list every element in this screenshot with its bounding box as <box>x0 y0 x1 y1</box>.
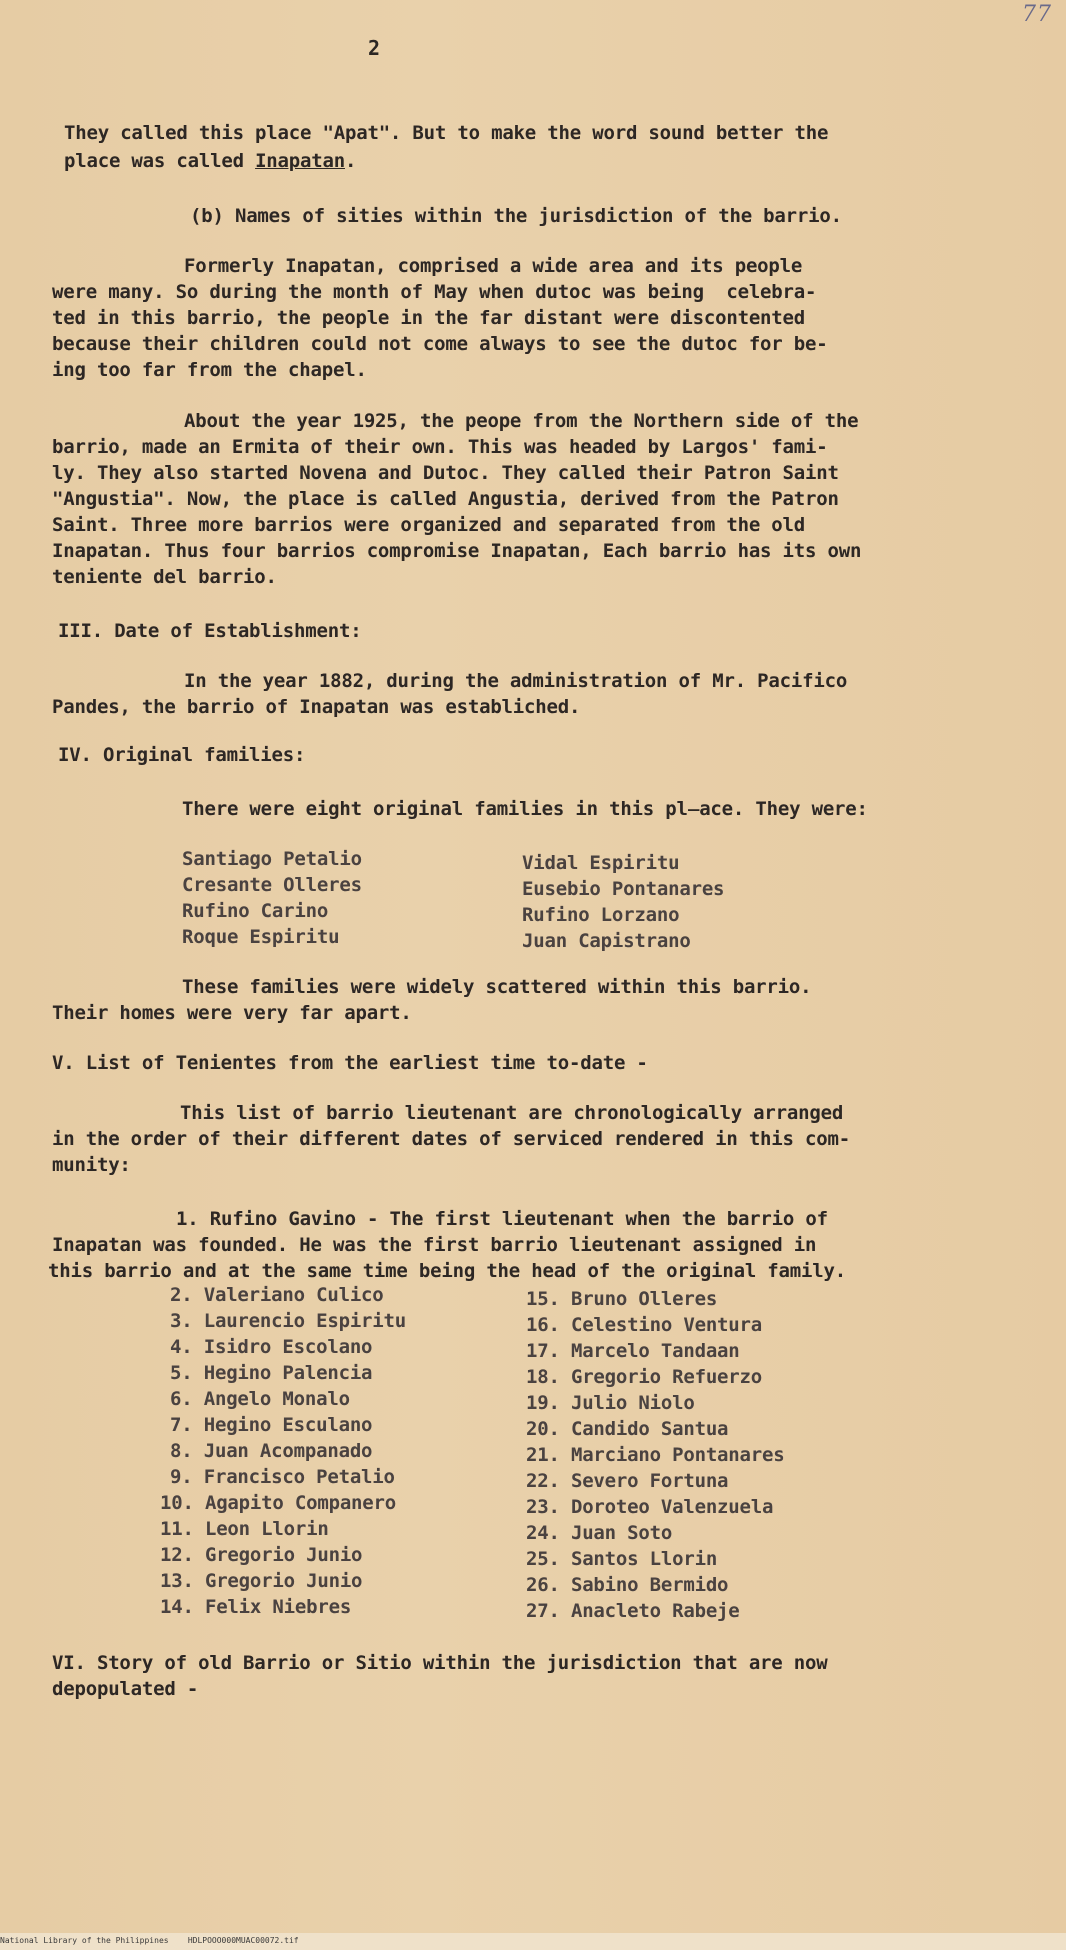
teniente-list-item: 22. Severo Fortuna <box>526 1470 729 1492</box>
family-name: Santiago Petalio <box>182 848 362 870</box>
teniente-list-item: 11. Leon Llorin <box>160 1518 329 1540</box>
teniente-list-item: 26. Sabino Bermido <box>526 1574 729 1596</box>
teniente-first-entry-line: this barrio and at the same time being the head of the original family. <box>48 1260 846 1282</box>
section-iii-line: Pandes, the barrio of Inapatan was establiched. <box>52 696 581 718</box>
section-b-para2-line: About the year 1925, the peope from the Northern side of the <box>184 410 859 432</box>
intro-line-2 <box>64 150 356 172</box>
teniente-list-item: 20. Candido Santua <box>526 1418 729 1440</box>
family-name: Rufino Lorzano <box>522 904 680 926</box>
teniente-list-item: 4. Isidro Escolano <box>170 1336 373 1358</box>
intro-line-2-suffix: . <box>344 150 357 172</box>
section-b-para2-line: barrio, made an Ermita of their own. This was headed by Largos' fami- <box>52 436 828 458</box>
handwritten-page-number: 77 <box>1022 2 1052 27</box>
family-name: Vidal Espiritu <box>522 852 680 874</box>
teniente-list-item: 24. Juan Soto <box>526 1522 673 1544</box>
teniente-list-item: 5. Hegino Palencia <box>170 1362 373 1384</box>
family-name: Rufino Carino <box>182 900 329 922</box>
section-vi-heading-line: VI. Story of old Barrio or Sitio within the jurisdiction that are now <box>52 1652 828 1674</box>
teniente-list-item: 13. Gregorio Junio <box>160 1570 363 1592</box>
section-iii-line: In the year 1882, during the administration of Mr. Pacifico <box>184 670 848 692</box>
section-b-para1-line: were many. So during the month of May when dutoc was being celebra- <box>52 281 817 303</box>
teniente-list-item: 16. Celestino Ventura <box>526 1314 763 1336</box>
section-b-para1-line: Formerly Inapatan, comprised a wide area and its people <box>184 255 803 277</box>
teniente-list-item: 21. Marciano Pontanares <box>526 1444 785 1466</box>
section-b-para1-line: because their children could not come always to see the dutoc for be- <box>52 333 828 355</box>
section-iii-heading: III. Date of Establishment: <box>58 620 362 642</box>
section-b-heading: (b) Names of sities within the jurisdiction of the barrio. <box>190 205 842 227</box>
teniente-list-item: 7. Hegino Esculano <box>170 1414 373 1436</box>
teniente-list-item: 8. Juan Acompanado <box>170 1440 373 1462</box>
section-b-para2-line: Inapatan. Thus four barrios compromise Inapatan, Each barrio has its own <box>52 540 862 562</box>
page-number: 2 <box>368 36 381 60</box>
teniente-list-item: 19. Julio Niolo <box>526 1392 695 1414</box>
section-b-para2-line: Saint. Three more barrios were organized and separated from the old <box>52 514 806 536</box>
family-name: Roque Espiritu <box>182 926 340 948</box>
section-b-para1-line: ted in this barrio, the people in the far distant were discontented <box>52 307 806 329</box>
teniente-list-item: 12. Gregorio Junio <box>160 1544 363 1566</box>
teniente-first-entry-line: Inapatan was founded. He was the first barrio lieutenant assigned in <box>52 1234 817 1256</box>
section-b-para2-line: "Angustia". Now, the place is called Angustia, derived from the Patron <box>52 488 839 510</box>
teniente-list-item: 3. Laurencio Espiritu <box>170 1310 407 1332</box>
family-name: Cresante Olleres <box>182 874 362 896</box>
teniente-list-item: 27. Anacleto Rabeje <box>526 1600 740 1622</box>
teniente-list-item: 2. Valeriano Culico <box>170 1284 384 1306</box>
teniente-list-item: 10. Agapito Companero <box>160 1492 397 1514</box>
section-iv-intro: There were eight original families in this pl̶ace. They were: <box>182 798 868 820</box>
archive-footer: National Library of the Philippines HDLPOOO000MUAC00072.tif <box>0 1936 299 1945</box>
teniente-list-item: 15. Bruno Olleres <box>526 1288 718 1310</box>
section-b-para2-line: teniente del barrio. <box>52 566 277 588</box>
section-v-intro-line: munity: <box>52 1154 131 1176</box>
teniente-list-item: 25. Santos Llorin <box>526 1548 718 1570</box>
teniente-list-item: 6. Angelo Monalo <box>170 1388 350 1410</box>
teniente-list-item: 17. Marcelo Tandaan <box>526 1340 740 1362</box>
section-iv-closing-line: These families were widely scattered within this barrio. <box>182 976 812 998</box>
place-name-inapatan: Inapatan <box>255 150 345 172</box>
teniente-list-item: 9. Francisco Petalio <box>170 1466 395 1488</box>
section-iv-closing-line: Their homes were very far apart. <box>52 1002 412 1024</box>
family-name: Eusebio Pontanares <box>522 878 725 900</box>
family-name: Juan Capistrano <box>522 930 691 952</box>
section-v-heading: V. List of Tenientes from the earliest time to-date - <box>52 1052 648 1074</box>
section-b-para2-line: ly. They also started Novena and Dutoc. They called their Patron Saint <box>52 462 839 484</box>
section-v-intro-line: in the order of their different dates of serviced rendered in this com- <box>52 1128 850 1150</box>
section-iv-heading: IV. Original families: <box>58 744 306 766</box>
teniente-first-entry-line: 1. Rufino Gavino - The first lieutenant when the barrio of <box>176 1208 828 1230</box>
teniente-list-item: 14. Felix Niebres <box>160 1596 352 1618</box>
section-b-para1-line: ing too far from the chapel. <box>52 359 367 381</box>
intro-line-2-prefix: place was called <box>64 150 256 172</box>
intro-line-1: They called this place "Apat". But to make the word sound better the <box>64 122 829 144</box>
teniente-list-item: 23. Doroteo Valenzuela <box>526 1496 774 1518</box>
section-v-intro-line: This list of barrio lieutenant are chronologically arranged <box>180 1102 844 1124</box>
teniente-list-item: 18. Gregorio Refuerzo <box>526 1366 763 1388</box>
section-vi-heading-line: depopulated - <box>52 1678 199 1700</box>
